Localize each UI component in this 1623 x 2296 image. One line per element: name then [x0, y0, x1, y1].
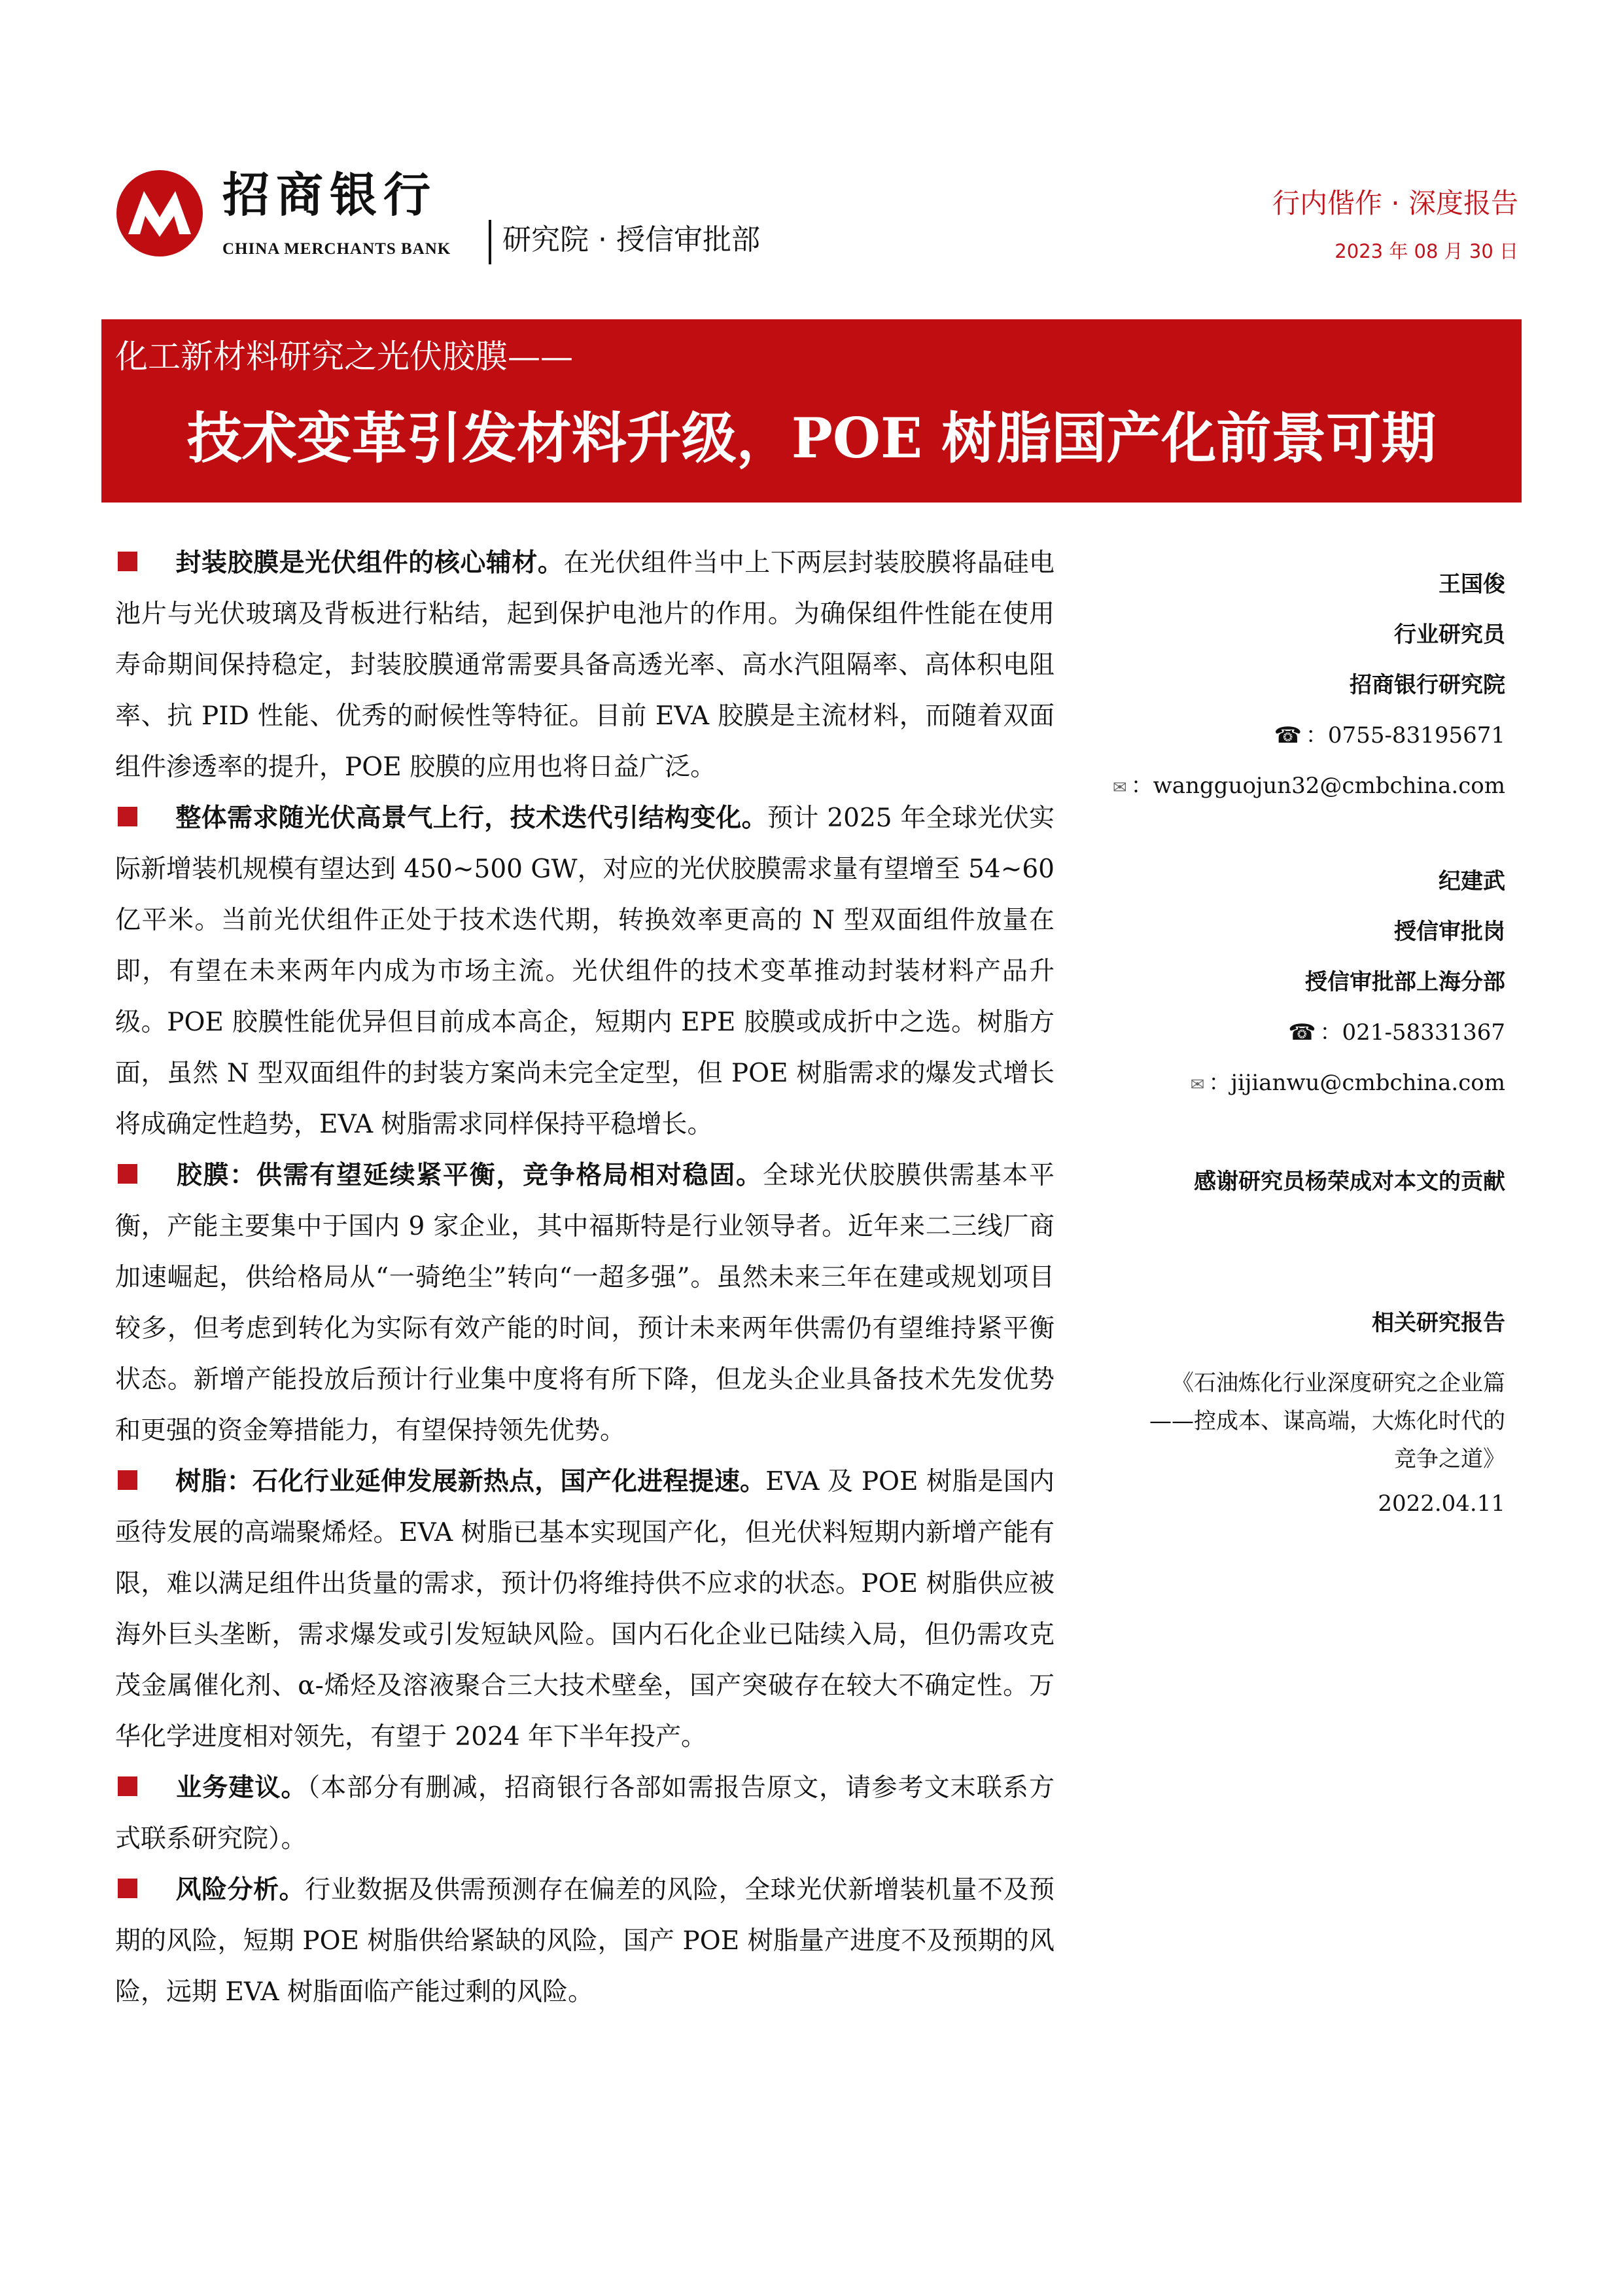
phone-icon: ☎	[1288, 1019, 1316, 1046]
related-report-date: 2022.04.11	[1378, 1491, 1505, 1517]
bullet-square-icon	[118, 1164, 137, 1184]
bank-logo-icon	[115, 169, 204, 258]
section-body: EVA 及 POE 树脂是国内亟待发展的高端聚烯烃。EVA 树脂已基本实现国产化，但光伏料短期内新增产能有限，难以满足组件出货量的需求，预计仍将维持供不应求的状态。POE 树脂供应被海外巨头垄断，需求爆发或引发短缺风险。国内石化企业已陆续入局，但仍需攻克茂金属催化剂、α-烯烃及溶液聚合三大技术壁垒，国产突破存在较大不确定性。万华化学进度相对领先，有望于 2024 年下半年投产。	[115, 1467, 1055, 1752]
phone-icon: ☎	[1274, 722, 1302, 749]
bank-name-cn: 招商银行	[222, 168, 438, 222]
section-body: 行业数据及供需预测存在偏差的风险，全球光伏新增装机量不及预期的风险，短期 POE 树脂供给紧缺的风险，国产 POE 树脂量产进度不及预期的风险，远期 EVA 树脂面临产能过剩的风险。	[115, 1875, 1055, 2007]
section-2	[115, 792, 1055, 1150]
author-name: 纪建武	[1439, 868, 1505, 894]
acknowledgement: 感谢研究员杨荣成对本文的贡献	[1194, 1169, 1505, 1195]
mail-icon: ✉	[1190, 1075, 1205, 1095]
bullet-square-icon	[118, 1470, 137, 1490]
email-address[interactable]: ：jijianwu@cmbchina.com	[1208, 1070, 1505, 1096]
section-heading: 风险分析。	[175, 1875, 305, 1905]
bullet-square-icon	[118, 552, 137, 571]
section-body: 预计 2025 年全球光伏实际新增装机规模有望达到 450~500 GW，对应的光伏胶膜需求量有望增至 54~60 亿平米。当前光伏组件正处于技术迭代期，转换效率更高的 N 型双面组件放量在即，有望在未来两年内成为市场主流。光伏组件的技术变革推动封装材料产品升级。POE 胶膜性能优异但目前成本高企，短期内 EPE 胶膜或成折中之选。树脂方面，虽然 N 型双面组件的封装方案尚未完全定型，但 POE 树脂需求的爆发式增长将成确定性趋势，EVA 树脂需求同样保持平稳增长。	[115, 804, 1055, 1139]
report-type: 行内偕作 · 深度报告	[1272, 187, 1518, 219]
section-1	[115, 537, 1055, 793]
section-heading: 整体需求随光伏高景气上行，技术迭代引结构变化。	[175, 803, 767, 833]
author-org: 授信审批部上海分部	[1305, 969, 1505, 995]
bullet-square-icon	[118, 807, 137, 826]
section-heading: 封装胶膜是光伏组件的核心辅材。	[175, 548, 564, 578]
author-phone	[1288, 1021, 1505, 1044]
header-divider	[489, 220, 491, 264]
section-heading: 业务建议。	[175, 1773, 307, 1803]
author-email[interactable]	[1191, 1072, 1505, 1094]
author-email[interactable]	[1113, 775, 1505, 797]
banner-subtitle: 化工新材料研究之光伏胶膜——	[115, 338, 573, 376]
author-title: 行业研究员	[1394, 622, 1505, 648]
report-date: 2023 年 08 月 30 日	[1335, 240, 1518, 262]
report-title: 技术变革引发材料升级，POE 树脂国产化前景可期	[186, 406, 1437, 470]
mail-icon: ✉	[1112, 778, 1127, 798]
author-title: 授信审批岗	[1394, 919, 1505, 945]
section-4	[115, 1456, 1055, 1763]
related-report-title[interactable]: 《石油炼化行业深度研究之企业篇——控成本、谋高端，大炼化时代的竞争之道》	[1149, 1370, 1505, 1472]
email-address[interactable]: ：wangguojun32@cmbchina.com	[1130, 773, 1505, 799]
section-3	[115, 1150, 1055, 1457]
phone-number: ：021-58331367	[1319, 1019, 1505, 1046]
bank-name-en: CHINA MERCHANTS BANK	[222, 240, 451, 258]
section-heading: 胶膜：供需有望延续紧平衡，竞争格局相对稳固。	[175, 1160, 763, 1190]
author-name: 王国俊	[1439, 571, 1505, 597]
related-heading: 相关研究报告	[1372, 1310, 1505, 1336]
author-phone	[1274, 724, 1505, 747]
section-body: 全球光伏胶膜供需基本平衡，产能主要集中于国内 9 家企业，其中福斯特是行业领导者。近年来二三线厂商加速崛起，供给格局从“一骑绝尘”转向“一超多强”。虽然未来三年在建或规划项目较多，但考虑到转化为实际有效产能的时间，预计未来两年供需仍有望维持紧平衡状态。新增产能投放后预计行业集中度将有所下降，但龙头企业具备技术先发优势和更强的资金筹措能力，有望保持领先优势。	[115, 1161, 1055, 1445]
section-6	[115, 1864, 1055, 2018]
bullet-square-icon	[118, 1879, 137, 1898]
section-5	[115, 1762, 1055, 1865]
section-heading: 树脂：石化行业延伸发展新热点，国产化进程提速。	[175, 1466, 766, 1496]
phone-number: ：0755-83195671	[1305, 722, 1505, 749]
bullet-square-icon	[118, 1776, 137, 1796]
department: 研究院 · 授信审批部	[502, 223, 760, 256]
section-body: （本部分有删减，招商银行各部如需报告原文，请参考文末联系方式联系研究院）。	[115, 1773, 1055, 1854]
section-body: 在光伏组件当中上下两层封装胶膜将晶硅电池片与光伏玻璃及背板进行粘结，起到保护电池片的作用。为确保组件性能在使用寿命期间保持稳定，封装胶膜通常需要具备高透光率、高水汽阻隔率、高体积电阻率、抗 PID 性能、优秀的耐候性等特征。目前 EVA 胶膜是主流材料，而随着双面组件渗透率的提升，POE 胶膜的应用也将日益广泛。	[115, 548, 1055, 782]
author-org: 招商银行研究院	[1350, 672, 1505, 698]
